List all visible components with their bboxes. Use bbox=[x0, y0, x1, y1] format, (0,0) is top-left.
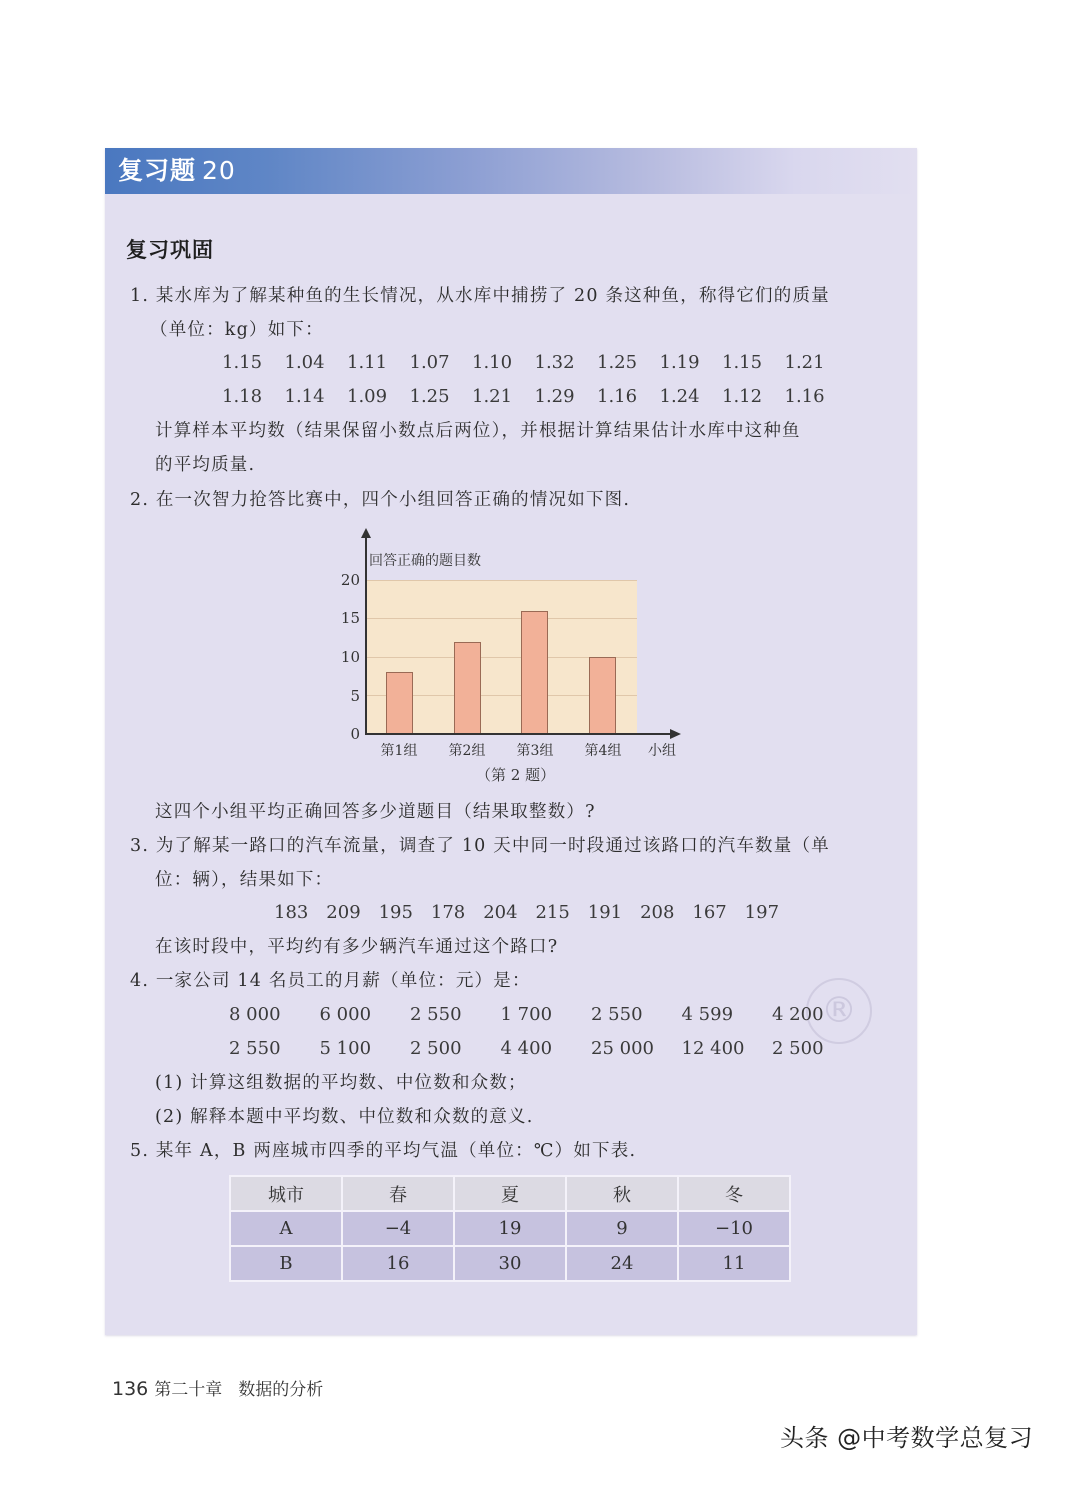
y-axis bbox=[365, 534, 367, 735]
ytick-5: 5 bbox=[350, 687, 360, 705]
gridline-15 bbox=[366, 618, 637, 619]
table-header-row bbox=[231, 1177, 789, 1210]
table-cell: 30 bbox=[455, 1247, 565, 1280]
q3-data-row: 183 209 195 178 204 215 191 208 167 197 bbox=[274, 902, 780, 923]
chapter-label: 第二十章 bbox=[154, 1380, 223, 1400]
chart-caption: （第 2 题） bbox=[476, 766, 556, 784]
table-cell: 24 bbox=[567, 1247, 677, 1280]
ytick-15: 15 bbox=[340, 609, 360, 627]
q1-line1: 1. 某水库为了解某种鱼的生长情况，从水库中捕捞了 20 条这种鱼，称得它们的质量 bbox=[130, 286, 830, 306]
page-footer bbox=[112, 1375, 323, 1400]
ytick-0: 0 bbox=[350, 725, 360, 743]
q1-line4: 的平均质量. bbox=[155, 455, 256, 475]
q4-line1: 4. 一家公司 14 名员工的月薪（单位：元）是： bbox=[130, 971, 531, 991]
q1-data-row1: 1.15 1.04 1.11 1.07 1.10 1.32 1.25 1.19 1.15 1.21 bbox=[222, 352, 825, 373]
title-number: 20 bbox=[202, 156, 236, 185]
table-cell: 19 bbox=[455, 1212, 565, 1245]
ytick-10: 10 bbox=[340, 648, 360, 666]
table-cell: −4 bbox=[343, 1212, 453, 1245]
q4-data-row1: 8 000 6 000 2 550 1 700 2 550 4 599 4 200 bbox=[229, 1004, 824, 1025]
table-row bbox=[231, 1247, 789, 1280]
bar-group-1 bbox=[386, 672, 413, 734]
ytick-20: 20 bbox=[340, 571, 360, 589]
q4-data-row2: 2 550 5 100 2 500 4 400 25 000 12 400 2 500 bbox=[229, 1038, 824, 1059]
q3-question: 在该时段中，平均约有多少辆汽车通过这个路口? bbox=[155, 937, 559, 957]
x-axis bbox=[365, 733, 670, 735]
y-axis-arrow-icon bbox=[361, 528, 371, 538]
q4-sub1: (1) 计算这组数据的平均数、中位数和众数； bbox=[155, 1073, 527, 1093]
bar-group-3 bbox=[521, 611, 548, 734]
x-axis-arrow-icon bbox=[670, 729, 681, 739]
table-cell: −10 bbox=[679, 1212, 789, 1245]
table-cell: 16 bbox=[343, 1247, 453, 1280]
source-watermark: 头条 @中考数学总复习 bbox=[780, 1424, 1034, 1452]
section-title: 复习巩固 bbox=[126, 238, 214, 262]
table-row bbox=[231, 1212, 789, 1245]
table-header-cell: 夏 bbox=[455, 1177, 565, 1210]
temperature-table bbox=[229, 1175, 791, 1282]
q4-sub2: (2) 解释本题中平均数、中位数和众数的意义. bbox=[155, 1107, 534, 1127]
bar-group-2 bbox=[454, 642, 481, 734]
xtick-group-3: 第3组 bbox=[516, 743, 554, 759]
registered-mark-icon: ® bbox=[806, 978, 872, 1044]
table-cell: A bbox=[231, 1212, 341, 1245]
q3-line1: 3. 为了解某一路口的汽车流量，调查了 10 天中同一时段通过该路口的汽车数量（单 bbox=[130, 836, 830, 856]
table-cell: 9 bbox=[567, 1212, 677, 1245]
q3-line2: 位：辆），结果如下： bbox=[155, 870, 334, 890]
table-header-cell: 春 bbox=[343, 1177, 453, 1210]
gridline-20 bbox=[366, 580, 637, 581]
q1-line3: 计算样本平均数（结果保留小数点后两位），并根据计算结果估计水库中这种鱼 bbox=[155, 421, 801, 441]
q1-line2: （单位：kg）如下： bbox=[150, 320, 324, 340]
page-title bbox=[118, 153, 236, 189]
table-cell: 11 bbox=[679, 1247, 789, 1280]
bar-chart bbox=[330, 528, 700, 793]
xtick-group-4: 第4组 bbox=[584, 743, 622, 759]
xtick-group-2: 第2组 bbox=[448, 743, 486, 759]
table-header-cell: 冬 bbox=[679, 1177, 789, 1210]
table-cell: B bbox=[231, 1247, 341, 1280]
page-number: 136 bbox=[112, 1378, 149, 1400]
table-header-cell: 城市 bbox=[231, 1177, 341, 1210]
table-header-cell: 秋 bbox=[567, 1177, 677, 1210]
bar-group-4 bbox=[589, 657, 616, 734]
q1-data-row2: 1.18 1.14 1.09 1.25 1.21 1.29 1.16 1.24 1.12 1.16 bbox=[222, 386, 825, 407]
y-axis-label: 回答正确的题目数 bbox=[369, 553, 481, 569]
q2-question: 这四个小组平均正确回答多少道题目（结果取整数）? bbox=[155, 802, 596, 822]
q2-line1: 2. 在一次智力抢答比赛中，四个小组回答正确的情况如下图. bbox=[130, 490, 631, 510]
x-axis-label: 小组 bbox=[648, 743, 676, 759]
xtick-group-1: 第1组 bbox=[380, 743, 418, 759]
title-text: 复习题 bbox=[118, 156, 197, 185]
chapter-topic: 数据的分析 bbox=[238, 1380, 324, 1400]
q5-line1: 5. 某年 A，B 两座城市四季的平均气温（单位：℃）如下表. bbox=[130, 1141, 637, 1161]
